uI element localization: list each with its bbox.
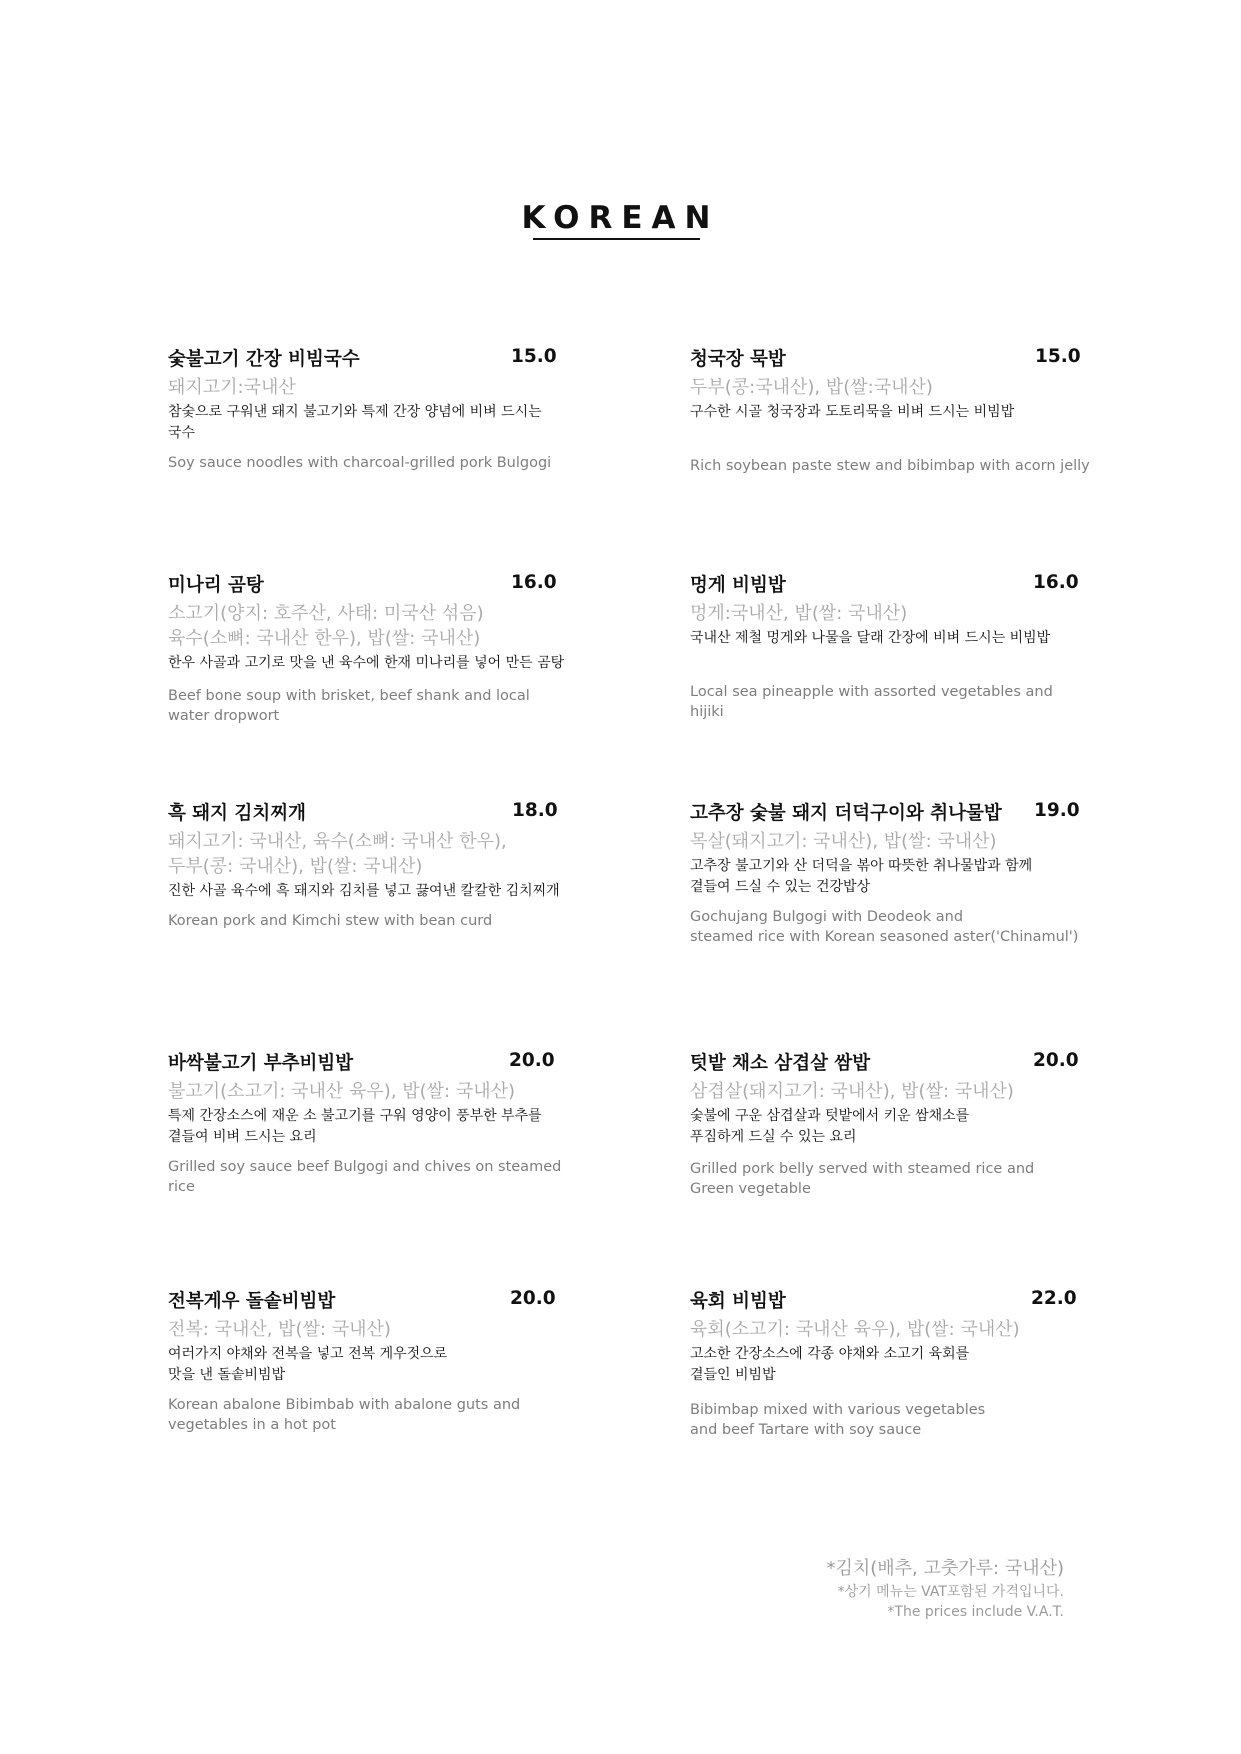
item-english: Beef bone soup with brisket, beef shank and local water dropwort [168,688,530,724]
item-description: 참숯으로 구워낸 돼지 불고기와 특제 간장 양념에 비벼 드시는 국수 [168,404,542,441]
item-price: 16.0 [1033,572,1079,593]
item-price: 20.0 [510,1288,556,1309]
item-english: Grilled pork belly served with steamed rice and Green vegetable [690,1161,1035,1197]
item-name: 숯불고기 간장 비빔국수 [168,349,360,370]
item-english: Grilled soy sauce beef Bulgogi and chives on steamed rice [168,1159,562,1195]
item-price: 15.0 [1035,346,1081,367]
item-price: 22.0 [1031,1288,1077,1309]
item-name: 텃밭 채소 삼겹살 쌈밥 [690,1053,871,1074]
menu-item [168,799,568,931]
item-origin: 돼지고기: 국내산, 육수(소뼈: 국내산 한우), 두부(콩: 국내산), 밥(쌀: 국내산) [168,831,507,877]
item-description: 고추장 불고기와 산 더덕을 볶아 따뜻한 취나물밥과 함께 곁들여 드실 수 있는 건강밥상 [690,858,1033,895]
item-english: Korean pork and Kimchi stew with bean curd [168,913,493,929]
item-english: Bibimbap mixed with various vegetables and beef Tartare with soy sauce [690,1402,986,1438]
item-name: 육회 비빔밥 [690,1291,786,1312]
item-price: 18.0 [512,800,558,821]
item-english: Rich soybean paste stew and bibimbap with acorn jelly [690,458,1090,474]
item-description: 국내산 제철 멍게와 나물을 달래 간장에 비벼 드시는 비빔밥 [690,630,1051,646]
item-name: 전복게우 돌솥비빔밥 [168,1291,336,1312]
menu-item [690,345,1090,476]
menu-item [690,571,1090,722]
menu-item [168,345,568,473]
item-description: 한우 사골과 고기로 맛을 낸 육수에 한재 미나리를 넣어 만든 곰탕 [168,655,565,671]
menu-item [690,1049,1090,1199]
item-name: 청국장 묵밥 [690,349,786,370]
menu-item [168,1049,568,1197]
item-origin: 육회(소고기: 국내산 육우), 밥(쌀: 국내산) [690,1319,1020,1340]
vat-note-english: *The prices include V.A.T. [887,1604,1064,1620]
title-underline [533,238,700,240]
item-description: 여러가지 야채와 전복을 넣고 전복 게우젓으로 맛을 낸 돌솥비빔밥 [168,1346,448,1383]
footnotes [826,1556,1064,1622]
item-name: 멍게 비빔밥 [690,575,786,596]
item-english: Local sea pineapple with assorted vegetables and hijiki [690,684,1053,720]
item-description: 고소한 간장소스에 각종 야채와 소고기 육회를 곁들인 비빔밥 [690,1346,970,1383]
vat-note-korean: *상기 메뉴는 VAT포함된 가격입니다. [837,1584,1064,1600]
item-price: 20.0 [509,1050,555,1071]
item-origin: 돼지고기:국내산 [168,377,296,398]
menu-title: KOREAN [521,200,720,236]
item-origin: 삼겹살(돼지고기: 국내산), 밥(쌀: 국내산) [690,1081,1014,1102]
item-origin: 소고기(양지: 호주산, 사태: 미국산 섞음) 육수(소뼈: 국내산 한우), 밥(쌀: 국내산) [168,603,484,649]
item-name: 바싹불고기 부추비빔밥 [168,1053,354,1074]
item-origin: 목살(돼지고기: 국내산), 밥(쌀: 국내산) [690,831,997,852]
menu-item [168,571,568,726]
item-description: 숯불에 구운 삼겹살과 텃밭에서 키운 쌈채소를 푸짐하게 드실 수 있는 요리 [690,1108,970,1145]
menu-item [690,1287,1090,1440]
item-price: 15.0 [511,346,557,367]
item-english: Gochujang Bulgogi with Deodeok and steamed rice with Korean seasoned aster('Chinamul') [690,909,1079,945]
item-origin: 불고기(소고기: 국내산 육우), 밥(쌀: 국내산) [168,1081,516,1102]
item-origin: 전복: 국내산, 밥(쌀: 국내산) [168,1319,391,1340]
item-origin: 두부(콩:국내산), 밥(쌀:국내산) [690,377,933,398]
item-price: 20.0 [1033,1050,1079,1071]
item-name: 고추장 숯불 돼지 더덕구이와 취나물밥 [690,803,1002,824]
item-english: Soy sauce noodles with charcoal-grilled pork Bulgogi [168,455,552,471]
item-name: 흑 돼지 김치찌개 [168,803,306,824]
item-origin: 멍게:국내산, 밥(쌀: 국내산) [690,603,908,624]
item-description: 진한 사골 육수에 흑 돼지와 김치를 넣고 끓여낸 칼칼한 김치찌개 [168,883,560,899]
item-price: 19.0 [1034,800,1080,821]
item-description: 구수한 시골 청국장과 도토리묵을 비벼 드시는 비빔밥 [690,404,1015,420]
item-name: 미나리 곰탕 [168,575,264,596]
item-description: 특제 간장소스에 재운 소 불고기를 구워 영양이 풍부한 부추를 곁들여 비벼 드시는 요리 [168,1108,542,1145]
item-english: Korean abalone Bibimbab with abalone guts and vegetables in a hot pot [168,1397,521,1433]
kimchi-origin-note: *김치(배추, 고춧가루: 국내산) [826,1558,1064,1579]
item-price: 16.0 [511,572,557,593]
menu-item [168,1287,568,1435]
menu-item [690,799,1090,947]
